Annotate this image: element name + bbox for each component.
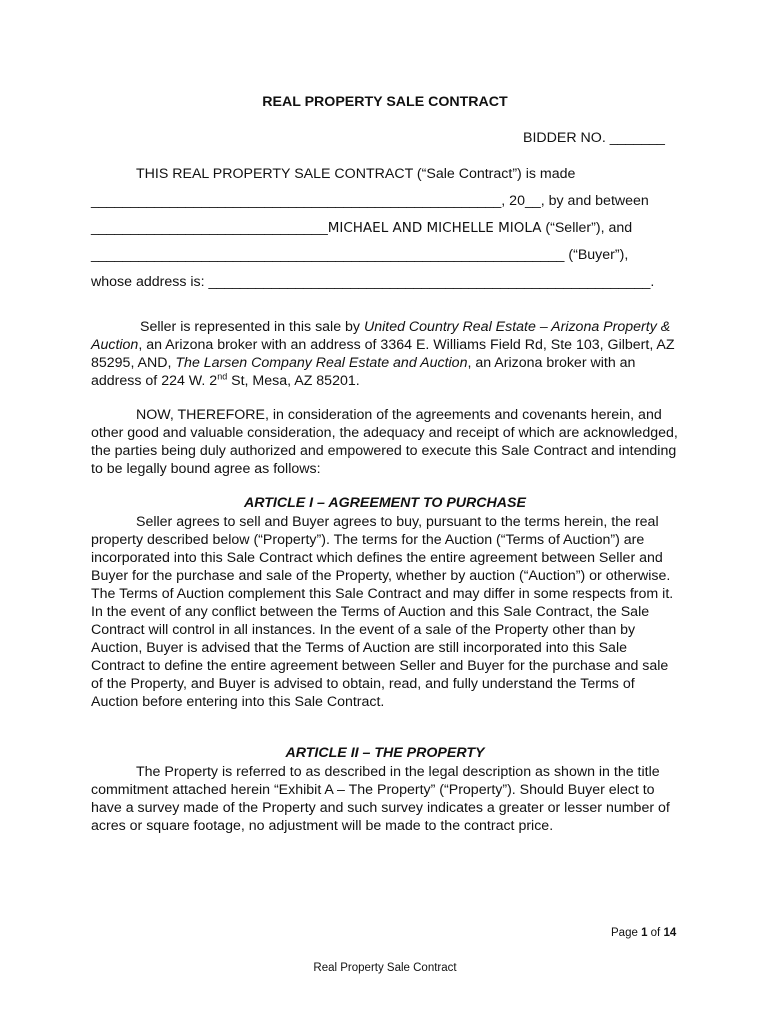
representation-paragraph — [91, 318, 681, 390]
intro-line-3-suffix: (“Seller”), and — [541, 220, 633, 236]
intro-line-5: whose address is: ________________________________________________________. — [91, 274, 655, 290]
rep-superscript: nd — [217, 371, 228, 382]
intro-line-2: ____________________________________________________, 20__, by and between — [91, 193, 649, 209]
page-of: of — [647, 927, 664, 939]
bidder-number: BIDDER NO. _______ — [523, 130, 665, 146]
article-2-text: The Property is referred to as described in the legal description as shown in the title commitment attached herein “Exhibit A – The Property” (“Property”). Should Buyer elect to have a survey made of the Property and such survey indicates a greater or lesser number of acres or square footage, no adjustment will be made to the contract price. — [91, 764, 670, 834]
now-therefore-paragraph: NOW, THEREFORE, in consideration of the agreements and covenants herein, and other good and valuable consideration, the adequacy and receipt of which are acknowledged, the parties being duly authorized and empowered to execute this Sale Contract and intending to be legally bound agree as follows: — [91, 407, 678, 477]
page-prefix: Page — [611, 927, 642, 939]
rep-text-2: , an Arizona broker with an address of 3364 E. Williams Field Rd, Ste 103, Gilbert, AZ 85295, AND, — [91, 337, 675, 371]
broker-2-name: The Larsen Company Real Estate and Auction — [175, 355, 468, 371]
article-1-text: Seller agrees to sell and Buyer agrees to buy, pursuant to the terms herein, the real property described below (“Property”). The terms for the Auction (“Terms of Auction”) are incorporated into this Sale Contract which defines the entire agreement between Seller and Buyer for the purchase and sale of the Property, whether by auction (“Auction”) or otherwise. The Terms of Auction complement this Sale Contract and may differ in some respects from it. In the event of any conflict between the Terms of Auction and this Sale Contract, the Sale Contract will control in all instances. In the event of a sale of the Property other than by Auction, Buyer is advised that the Terms of Auction are still incorporated into this Sale Contract to define the entire agreement between Seller and Buyer for the purchase and sale of the Property, and Buyer is advised to obtain, read, and fully understand the Terms of Auction before entering into this Sale Contract. — [91, 514, 674, 710]
footer-document-title: Real Property Sale Contract — [313, 962, 457, 974]
intro-line-3-blank: ______________________________ — [91, 220, 328, 236]
page-total: 14 — [663, 927, 677, 939]
document-title: REAL PROPERTY SALE CONTRACT — [262, 94, 508, 110]
rep-text-4: St, Mesa, AZ 85201. — [227, 373, 360, 389]
seller-name: MICHAEL AND MICHELLE MIOLA — [327, 220, 542, 236]
article-2-heading: ARTICLE II – THE PROPERTY — [285, 745, 485, 761]
intro-line-1: THIS REAL PROPERTY SALE CONTRACT (“Sale Contract”) is made — [136, 166, 576, 182]
intro-line-4: ____________________________________________________________ (“Buyer”), — [91, 247, 629, 263]
intro-line-3 — [91, 219, 632, 237]
rep-text-1: Seller is represented in this sale by — [140, 319, 364, 335]
rep-text-3: , an Arizona broker with an address of 224 W. 2 — [91, 355, 636, 389]
broker-1-name: United Country Real Estate – Arizona Property & Auction — [91, 319, 671, 353]
page-current: 1 — [641, 927, 648, 939]
article-1-heading: ARTICLE I – AGREEMENT TO PURCHASE — [244, 495, 526, 511]
page-number — [611, 927, 676, 939]
